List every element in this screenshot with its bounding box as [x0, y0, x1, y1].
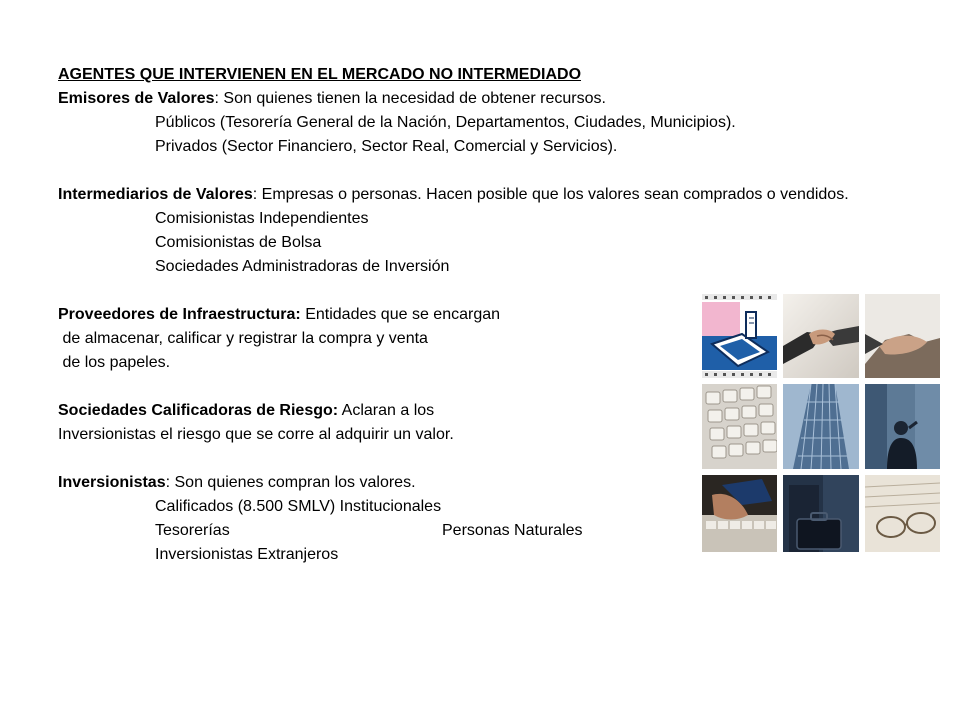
emisores-item-privados: Privados (Sector Financiero, Sector Real, Comercial y Servicios). — [155, 138, 618, 155]
keyboard-image — [702, 384, 777, 469]
intermediarios-desc: : Empresas o personas. Hacen posible que los valores sean comprados o vendidos. — [252, 186, 849, 203]
calificadoras-label: Sociedades Calificadoras de Riesgo: — [58, 402, 339, 419]
emisores-line — [58, 87, 938, 111]
office-logo-icon — [702, 294, 777, 378]
intermediarios-item: Comisionistas de Bolsa — [155, 234, 322, 251]
handshake-closeup-image — [865, 294, 940, 378]
intermediarios-label: Intermediarios de Valores — [58, 186, 253, 203]
intermediarios-item: Comisionistas Independientes — [155, 210, 369, 227]
inversionistas-label: Inversionistas — [58, 474, 166, 491]
glasses-image — [865, 475, 940, 552]
calificadoras-continuation: Inversionistas el riesgo que se corre al adquirir un valor. — [58, 426, 454, 443]
inversionistas-item: Calificados (8.500 SMLV) Institucionales — [155, 498, 442, 515]
proveedores-continuation: de almacenar, calificar y registrar la compra y venta — [58, 330, 428, 347]
inversionistas-item: Tesorerías — [155, 522, 230, 539]
inversionistas-desc: : Son quienes compran los valores. — [165, 474, 416, 491]
image-collage — [702, 294, 940, 552]
inversionistas-item: Inversionistas Extranjeros — [155, 546, 339, 563]
calificadoras-desc: Aclaran a los — [338, 402, 435, 419]
typing-hands-image — [702, 475, 777, 552]
proveedores-continuation: de los papeles. — [58, 354, 171, 371]
emisores-item-publicos: Públicos (Tesorería General de la Nación, Departamentos, Ciudades, Municipios). — [155, 114, 736, 131]
proveedores-label: Proveedores de Infraestructura: — [58, 306, 301, 323]
briefcase-image — [783, 475, 859, 552]
skyscraper-image — [783, 384, 859, 469]
emisores-desc: : Son quienes tienen la necesidad de obtener recursos. — [214, 90, 606, 107]
emisores-label: Emisores de Valores — [58, 90, 215, 107]
handshake-image — [783, 294, 859, 378]
businessman-city-image — [865, 384, 940, 469]
intermediarios-item: Sociedades Administradoras de Inversión — [155, 258, 450, 275]
proveedores-desc: Entidades que se encargan — [300, 306, 501, 323]
slide-title: AGENTES QUE INTERVIENEN EN EL MERCADO NO INTERMEDIADO — [58, 66, 582, 83]
intermediarios-line — [58, 183, 938, 207]
inversionistas-item-col2: Personas Naturales — [442, 522, 583, 539]
